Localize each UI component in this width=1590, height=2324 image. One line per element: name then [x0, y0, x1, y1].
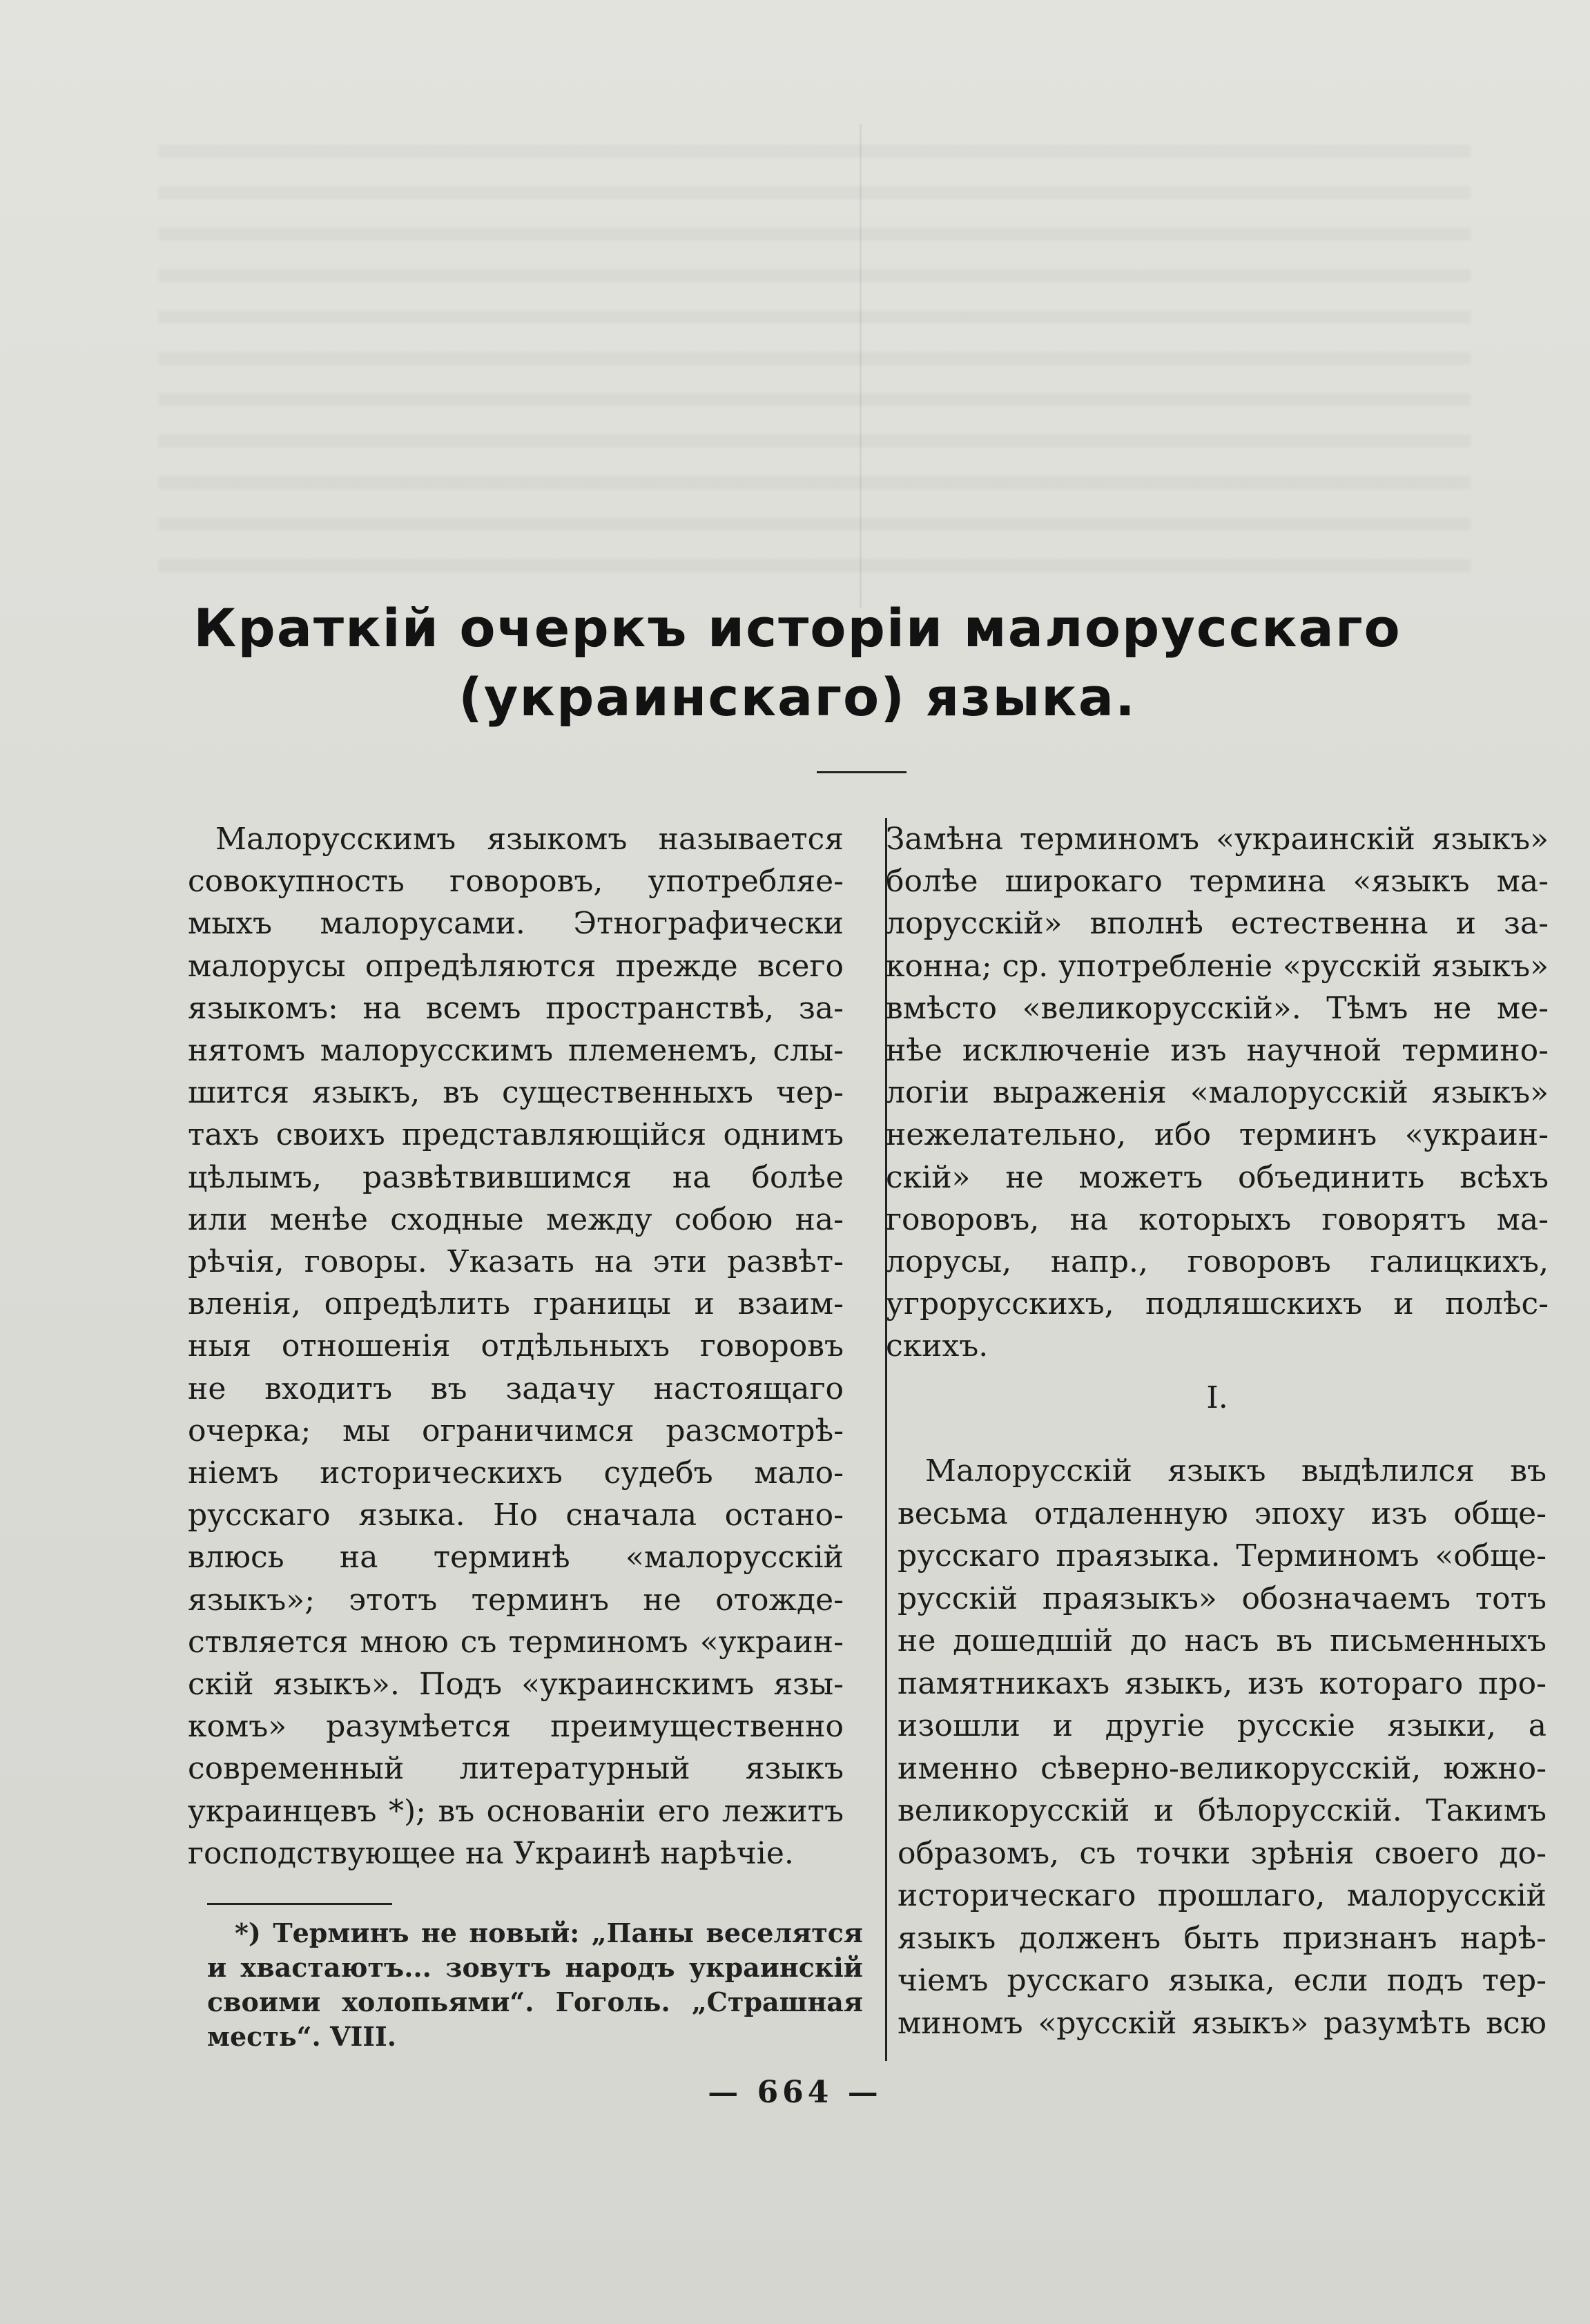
text-line: именно сѣверно-великорусскій, южно- — [898, 1750, 1547, 1786]
text-line: Малорусскій языкъ выдѣлился въ — [925, 1453, 1547, 1489]
text-line: современный литературный языкъ — [188, 1751, 844, 1787]
text-line: угрорусскихъ, подляшскихъ и полѣс- — [886, 1286, 1549, 1322]
text-line: скихъ. — [886, 1328, 989, 1364]
text-line: языкомъ: на всемъ пространствѣ, за- — [188, 990, 844, 1026]
text-line: ствляется мною съ терминомъ «украин- — [188, 1624, 844, 1660]
footnote — [207, 1916, 863, 2054]
footnote-line: *) Терминъ не новый: „Паны веселятся — [235, 1917, 863, 1948]
text-line: великорусскій и бѣлорусскій. Такимъ — [898, 1793, 1547, 1828]
footnote-rule — [207, 1903, 392, 1905]
text-line: скій языкъ». Подъ «украинскимъ язы- — [188, 1667, 844, 1703]
text-line: ніемъ историческихъ судебъ мало- — [188, 1455, 844, 1491]
text-line: вленія, опредѣлить границы и взаим- — [188, 1286, 844, 1322]
text-line: конна; ср. употребленіе «русскій языкъ» — [886, 948, 1549, 984]
text-line: шится языкъ, въ существенныхъ чер- — [188, 1075, 844, 1111]
footnote-line: своими холопьями“. Гоголь. „Страшная — [207, 1986, 863, 2017]
text-line: изошли и другіе русскіе языки, а — [898, 1708, 1547, 1743]
title-rule — [817, 771, 907, 773]
text-line: не дошедшій до насъ въ письменныхъ — [898, 1623, 1547, 1658]
text-line: или менѣе сходные между собою на- — [188, 1201, 844, 1237]
text-line: Замѣна терминомъ «украинскій языкъ» — [886, 822, 1549, 857]
text-line: весьма отдаленную эпоху изъ обще- — [898, 1495, 1547, 1531]
text-line: логіи выраженія «малорусскій языкъ» — [886, 1075, 1549, 1111]
text-line: историческаго прошлаго, малорусскій — [898, 1878, 1547, 1913]
bleed-through-text — [159, 145, 1471, 573]
text-line: Малорусскимъ языкомъ называется — [215, 822, 844, 857]
text-line: лорусы, напр., говоровъ галицкихъ, — [886, 1244, 1549, 1280]
title-line-2: (украинскаго) языка. — [458, 666, 1136, 728]
text-line: ныя отношенія отдѣльныхъ говоровъ — [188, 1328, 844, 1364]
text-line: нежелательно, ибо терминъ «украин- — [886, 1117, 1549, 1153]
text-line: господствующее на Украинѣ нарѣчіе. — [188, 1835, 794, 1871]
text-line: нятомъ малорусскимъ племенемъ, слы- — [188, 1033, 844, 1069]
text-line: миномъ «русскій языкъ» разумѣть всю — [898, 2005, 1547, 2041]
right-column-top — [886, 818, 1549, 1368]
left-column — [188, 818, 844, 1875]
text-line: мыхъ малорусами. Этнографически — [188, 906, 844, 942]
text-line: говоровъ, на которыхъ говорятъ ма- — [886, 1201, 1549, 1237]
text-line: вмѣсто «великорусскій». Тѣмъ не ме- — [886, 990, 1549, 1026]
title-line-1: Краткій очеркъ исторіи малорусскаго — [193, 597, 1402, 659]
text-line: памятникахъ языкъ, изъ котораго про- — [898, 1665, 1547, 1701]
footnote-line: и хвастаютъ... зовутъ народъ украинскій — [207, 1952, 863, 1983]
text-line: цѣлымъ, развѣтвившимся на болѣе — [188, 1159, 844, 1195]
text-line: совокупность говоровъ, употребляе- — [188, 864, 844, 900]
text-line: русскаго праязыка. Терминомъ «обще- — [898, 1538, 1547, 1573]
text-line: языкъ долженъ быть признанъ нарѣ- — [898, 1920, 1547, 1956]
text-line: лорусскій» вполнѣ естественна и за- — [886, 906, 1549, 942]
text-line: комъ» разумѣется преимущественно — [188, 1709, 844, 1745]
text-line: языкъ»; этотъ терминъ не отожде- — [188, 1582, 844, 1618]
text-line: нѣе исключеніе изъ научной термино- — [886, 1033, 1549, 1069]
text-line: болѣе широкаго термина «языкъ ма- — [886, 864, 1549, 900]
footnote-line: месть“. VIII. — [207, 2021, 397, 2052]
section-number: I. — [1206, 1380, 1228, 1415]
text-line: украинцевъ *); въ основаніи его лежитъ — [188, 1793, 844, 1829]
text-line: чіемъ русскаго языка, если подъ тер- — [898, 1963, 1547, 1998]
text-line: рѣчія, говоры. Указать на эти развѣт- — [188, 1244, 844, 1280]
text-line: скій» не можетъ объединить всѣхъ — [886, 1159, 1549, 1195]
page-number: — 664 — — [708, 2075, 882, 2110]
text-line: не входитъ въ задачу настоящаго — [188, 1371, 844, 1406]
page-crease — [860, 124, 862, 608]
text-line: русскій праязыкъ» обозначаемъ тотъ — [898, 1580, 1547, 1616]
article-title — [159, 594, 1436, 732]
text-line: малорусы опредѣляются прежде всего — [188, 948, 844, 984]
text-line: образомъ, съ точки зрѣнія своего до- — [898, 1835, 1547, 1871]
text-line: русскаго языка. Но сначала остано- — [188, 1498, 844, 1533]
text-line: влюсь на терминѣ «малорусскій — [188, 1540, 844, 1576]
text-line: тахъ своихъ представляющійся однимъ — [188, 1117, 844, 1153]
right-column-bottom — [898, 1450, 1547, 2044]
text-line: очерка; мы ограничимся разсмотрѣ- — [188, 1413, 844, 1449]
